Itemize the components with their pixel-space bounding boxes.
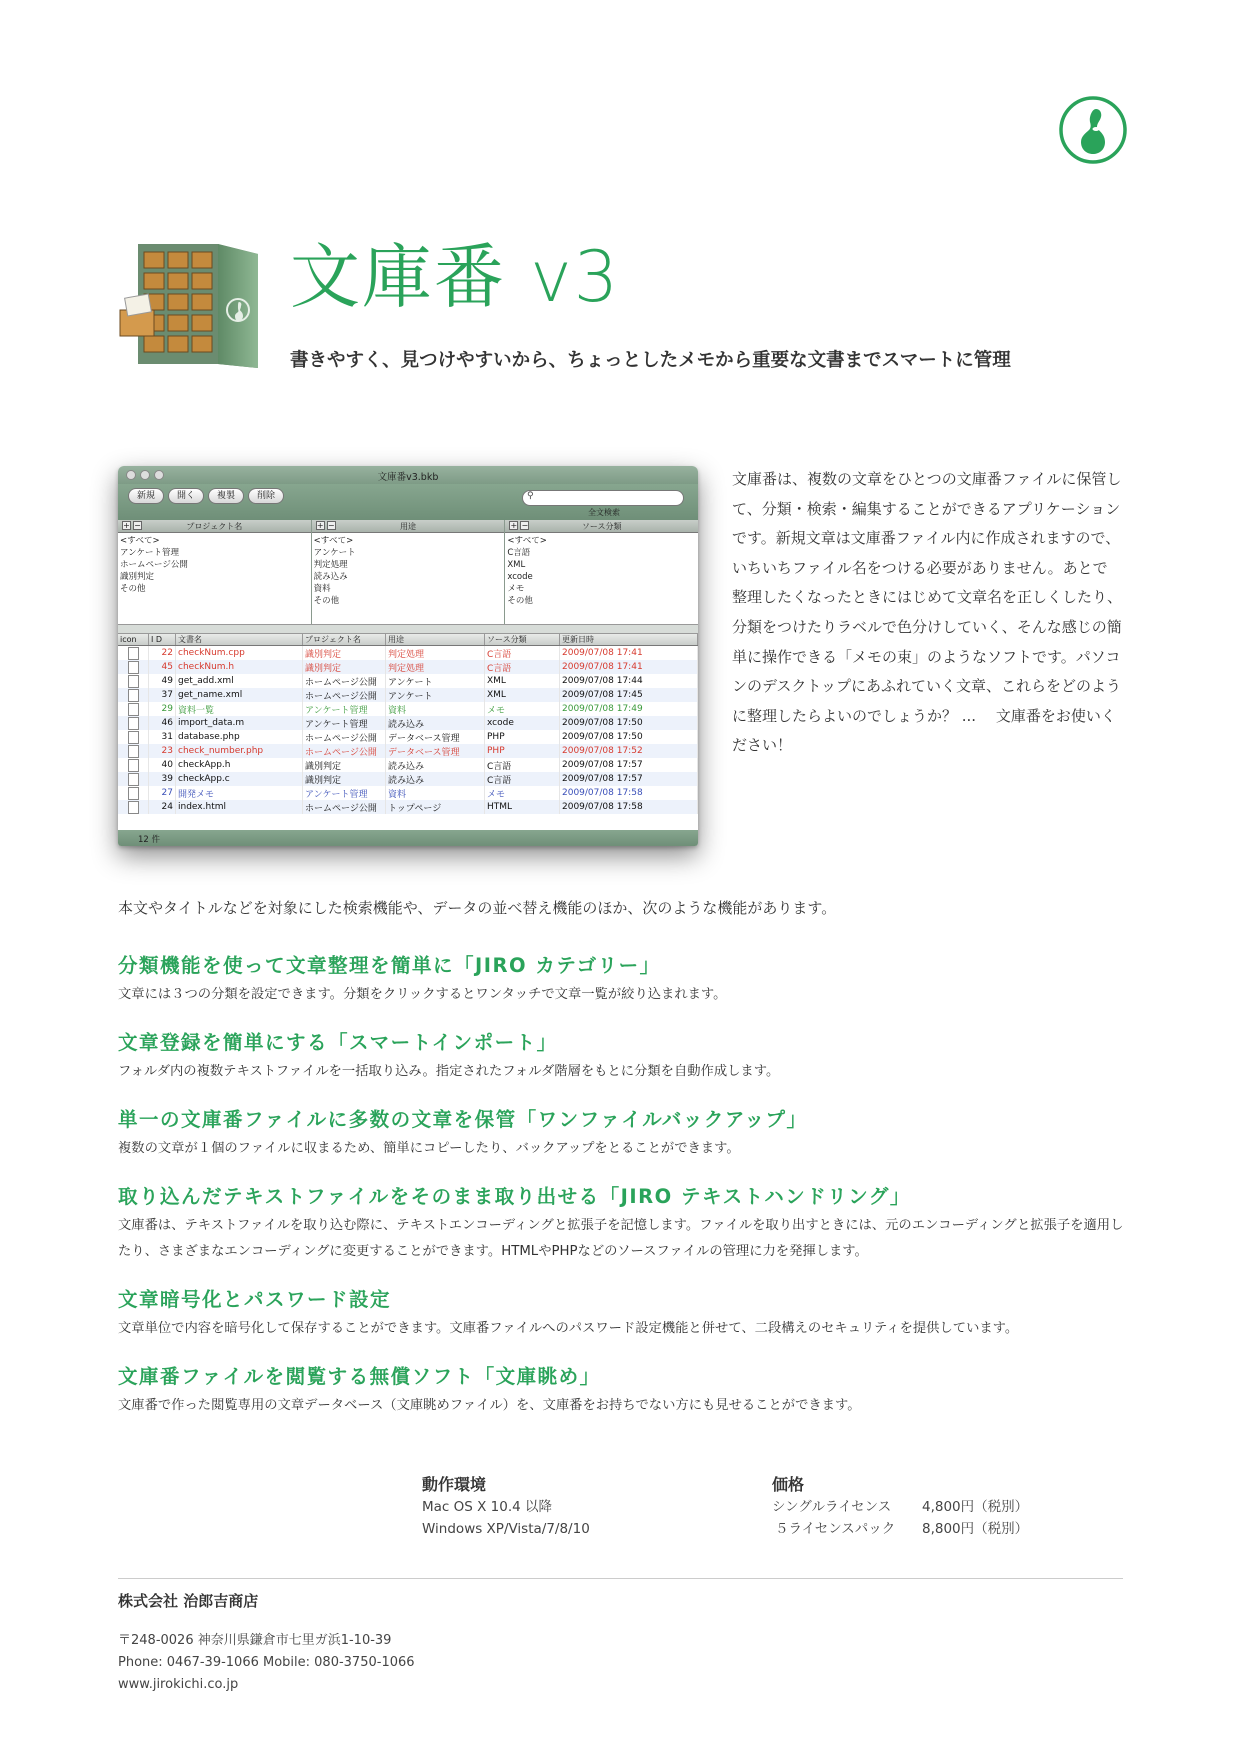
row-id: 46: [149, 716, 176, 730]
file-icon: [128, 773, 139, 786]
product-description: 文庫番は、複数の文章をひとつの文庫番ファイルに保管して、分類・検索・編集することができるアプリケーションです。新規文章は文庫番ファイル内に作成されますので、いちいちファイル名をつける必要がありません。あとで整理したくなったときにはじめて文章名を正しくしたり、分類をつけたりラベルで色分けしていく、そんな感じの簡単に操作できる「メモの束」のようなソフトです。パソコンのデスクトップにあふれていく文章、これらをどのように整理したらよいのでしょうか？ ... 文庫番をお使いください！: [732, 470, 1123, 755]
file-icon: [128, 703, 139, 716]
app-window-screenshot: [118, 466, 698, 846]
price-value: 8,800円（税別）: [922, 1521, 1029, 1537]
open-button[interactable]: 開く: [168, 488, 204, 504]
row-date: 2009/07/08 17:50: [560, 716, 698, 730]
row-id: 39: [149, 772, 176, 786]
row-date: 2009/07/08 17:52: [560, 744, 698, 758]
icon-cell: [118, 744, 149, 758]
table-row[interactable]: [118, 772, 698, 786]
row-usage: 資料: [386, 786, 485, 800]
row-source: XML: [485, 688, 560, 702]
row-id: 45: [149, 660, 176, 674]
window-titlebar: [118, 466, 698, 484]
row-id: 40: [149, 758, 176, 772]
search-input[interactable]: [522, 490, 684, 506]
feature-heading: 分類機能を使って文章整理を簡単に「JIRO カテゴリー」: [118, 954, 661, 977]
file-icon: [128, 675, 139, 688]
divider-line: [118, 1578, 1123, 1579]
row-name: checkApp.h: [176, 758, 303, 772]
row-source: メモ: [485, 786, 560, 800]
remove-icon[interactable]: −: [134, 521, 141, 530]
icon-cell: [118, 730, 149, 744]
feature-body: 文庫番は、テキストファイルを取り込む際に、テキストエンコーディングと拡張子を記憶します。ファイルを取り出すときには、元のエンコーディングと拡張子を適用したり、さまざまなエンコーディングに変更することができます。HTMLやPHPなどのソースファイルの管理に力を発揮します。: [118, 1218, 1124, 1259]
row-name: checkNum.h: [176, 660, 303, 674]
window-title: 文庫番v3.bkb: [377, 472, 439, 483]
row-id: 22: [149, 646, 176, 661]
feature-heading: 単一の文庫番ファイルに多数の文章を保管「ワンファイルバックアップ」: [118, 1108, 808, 1131]
category-pane-source: [505, 520, 698, 624]
row-id: 29: [149, 702, 176, 716]
icon-cell: [118, 800, 149, 814]
file-icon: [128, 717, 139, 730]
icon-cell: [118, 786, 149, 800]
row-id: 27: [149, 786, 176, 800]
row-usage: 判定処理: [386, 660, 485, 674]
row-date: 2009/07/08 17:44: [560, 674, 698, 688]
row-usage: 判定処理: [386, 646, 485, 661]
row-source: C言語: [485, 660, 560, 674]
row-date: 2009/07/08 17:41: [560, 660, 698, 674]
file-icon: [128, 759, 139, 772]
price-label: ５ライセンスパック: [775, 1521, 896, 1537]
category-item[interactable]: アンケート管理: [120, 548, 179, 558]
company-phone: Phone: 0467-39-1066 Mobile: 080-3750-1066: [118, 1655, 415, 1670]
table-row[interactable]: [118, 646, 698, 661]
column-header[interactable]: I D: [149, 634, 176, 646]
row-name: 資料一覧: [176, 702, 303, 716]
column-header[interactable]: icon: [118, 634, 149, 646]
icon-cell: [118, 758, 149, 772]
category-item[interactable]: アンケート: [313, 548, 356, 558]
file-icon: [128, 689, 139, 702]
category-item[interactable]: 資料: [313, 584, 331, 594]
row-project: ホームページ公開: [303, 688, 386, 702]
row-source: XML: [485, 674, 560, 688]
product-cabinet-image: [118, 240, 268, 375]
column-header[interactable]: 文書名: [176, 634, 303, 646]
icon-cell: [118, 688, 149, 702]
category-title: プロジェクト名: [186, 522, 243, 531]
row-project: 識別判定: [303, 772, 386, 786]
row-source: HTML: [485, 800, 560, 814]
status-bar: [118, 830, 698, 846]
product-title: 文庫番 v3: [290, 236, 621, 318]
icon-cell: [118, 702, 149, 716]
feature-body: 複数の文章が１個のファイルに収まるため、簡単にコピーしたり、バックアップをとることができます。: [118, 1141, 740, 1156]
category-item[interactable]: <すべて>: [313, 536, 354, 546]
row-usage: アンケート: [386, 688, 485, 702]
file-icon: [128, 661, 139, 674]
row-id: 37: [149, 688, 176, 702]
row-name: checkApp.c: [176, 772, 303, 786]
row-project: アンケート管理: [303, 702, 386, 716]
row-project: ホームページ公開: [303, 674, 386, 688]
table-row[interactable]: [118, 800, 698, 814]
table-row[interactable]: [118, 758, 698, 772]
category-item[interactable]: 判定処理: [313, 560, 348, 570]
document-count: 12 件: [138, 835, 161, 845]
row-name: get_add.xml: [176, 674, 303, 688]
row-project: アンケート管理: [303, 786, 386, 800]
row-date: 2009/07/08 17:41: [560, 646, 698, 661]
feature-body: フォルダ内の複数テキストファイルを一括取り込み。指定されたフォルダ階層をもとに分類を自動作成します。: [118, 1064, 780, 1079]
row-date: 2009/07/08 17:50: [560, 730, 698, 744]
row-name: get_name.xml: [176, 688, 303, 702]
category-item[interactable]: <すべて>: [120, 536, 160, 546]
document-rows: [118, 646, 698, 815]
category-item[interactable]: その他: [313, 596, 340, 606]
document-table: [118, 634, 698, 814]
product-subtitle: 書きやすく、見つけやすいから、ちょっとしたメモから重要な文書までスマートに管理: [290, 350, 1011, 371]
file-icon: [128, 801, 139, 814]
features-intro: 本文やタイトルなどを対象にした検索機能や、データの並べ替え機能のほか、次のような機能があります。: [118, 899, 837, 917]
column-header[interactable]: 用途: [386, 634, 485, 646]
category-item[interactable]: C言語: [507, 548, 531, 558]
row-source: PHP: [485, 744, 560, 758]
search-icon: ⚲: [527, 491, 534, 501]
row-source: PHP: [485, 730, 560, 744]
row-usage: 読み込み: [386, 716, 485, 730]
file-icon: [128, 647, 139, 660]
category-item[interactable]: その他: [120, 584, 146, 594]
remove-icon[interactable]: −: [521, 521, 529, 530]
table-row[interactable]: [118, 660, 698, 674]
row-name: check_number.php: [176, 744, 303, 758]
category-title: ソース分類: [581, 522, 622, 531]
row-source: C言語: [485, 758, 560, 772]
row-date: 2009/07/08 17:57: [560, 758, 698, 772]
feature-heading: 文章登録を簡単にする「スマートインポート」: [118, 1031, 558, 1054]
row-date: 2009/07/08 17:58: [560, 786, 698, 800]
category-panes: [118, 520, 698, 624]
file-icon: [128, 731, 139, 744]
add-icon[interactable]: +: [510, 521, 518, 530]
feature-body: 文章単位で内容を暗号化して保存することができます。文庫番ファイルへのパスワード設定機能と併せて、二段構えのセキュリティを提供しています。: [118, 1321, 1019, 1336]
row-usage: 読み込み: [386, 758, 485, 772]
table-row[interactable]: [118, 744, 698, 758]
gourd-logo-icon: [1058, 95, 1128, 165]
row-name: 開発メモ: [176, 786, 303, 800]
row-project: ホームページ公開: [303, 800, 386, 814]
icon-cell: [118, 674, 149, 688]
category-pane-project: [118, 520, 312, 624]
company-name: 株式会社 治郎吉商店: [118, 1592, 259, 1610]
file-icon: [128, 787, 139, 800]
env-line: Windows XP/Vista/7/8/10: [422, 1521, 590, 1537]
column-header[interactable]: プロジェクト名: [303, 634, 386, 646]
company-address: 〒248-0026 神奈川県鎌倉市七里ガ浜1-10-39: [118, 1633, 392, 1648]
table-row[interactable]: [118, 730, 698, 744]
category-item[interactable]: その他: [507, 596, 533, 606]
row-name: database.php: [176, 730, 303, 744]
category-item[interactable]: XML: [507, 560, 526, 570]
table-row[interactable]: [118, 786, 698, 800]
row-project: 識別判定: [303, 660, 386, 674]
price-heading: 価格: [772, 1475, 805, 1494]
pane-splitter[interactable]: [118, 624, 698, 634]
add-icon[interactable]: +: [123, 521, 130, 530]
feature-body: 文章には３つの分類を設定できます。分類をクリックするとワンタッチで文章一覧が絞り込まれます。: [118, 987, 727, 1002]
row-id: 49: [149, 674, 176, 688]
new-button[interactable]: 新規: [128, 488, 164, 504]
price-value: 4,800円（税別）: [922, 1499, 1029, 1515]
row-id: 24: [149, 800, 176, 814]
add-icon[interactable]: +: [316, 521, 324, 530]
price-label: シングルライセンス: [772, 1499, 892, 1515]
table-row[interactable]: [118, 688, 698, 702]
row-usage: データベース管理: [386, 730, 485, 744]
toolbar: [118, 484, 698, 520]
search-caption: 全文検索: [588, 508, 620, 517]
env-line: Mac OS X 10.4 以降: [422, 1499, 553, 1515]
feature-heading: 取り込んだテキストファイルをそのまま取り出せる「JIRO テキストハンドリング」: [118, 1185, 911, 1208]
category-item[interactable]: メモ: [507, 584, 525, 594]
row-usage: 読み込み: [386, 772, 485, 786]
row-project: 識別判定: [303, 646, 386, 661]
icon-cell: [118, 646, 149, 661]
row-name: import_data.m: [176, 716, 303, 730]
row-project: アンケート管理: [303, 716, 386, 730]
row-source: C言語: [485, 772, 560, 786]
row-date: 2009/07/08 17:45: [560, 688, 698, 702]
category-item[interactable]: <すべて>: [507, 536, 547, 546]
remove-icon[interactable]: −: [327, 521, 335, 530]
file-icon: [128, 745, 139, 758]
row-usage: トップページ: [386, 800, 485, 814]
table-row[interactable]: [118, 674, 698, 688]
category-item[interactable]: ホームページ公開: [120, 560, 188, 570]
row-date: 2009/07/08 17:58: [560, 800, 698, 814]
row-project: 識別判定: [303, 758, 386, 772]
icon-cell: [118, 716, 149, 730]
category-item[interactable]: 識別判定: [120, 572, 155, 582]
row-name: index.html: [176, 800, 303, 814]
category-item[interactable]: xcode: [507, 572, 533, 582]
category-pane-usage: [312, 520, 506, 624]
table-row[interactable]: [118, 702, 698, 716]
row-source: C言語: [485, 646, 560, 661]
icon-cell: [118, 772, 149, 786]
row-project: ホームページ公開: [303, 744, 386, 758]
category-item[interactable]: 読み込み: [313, 572, 348, 582]
env-heading: 動作環境: [422, 1475, 487, 1494]
row-source: メモ: [485, 702, 560, 716]
delete-button[interactable]: 削除: [248, 488, 284, 504]
category-title: 用途: [400, 522, 416, 531]
row-date: 2009/07/08 17:49: [560, 702, 698, 716]
feature-body: 文庫番で作った閲覧専用の文章データベース（文庫眺めファイル）を、文庫番をお持ちでない方にも見せることができます。: [118, 1398, 861, 1413]
icon-cell: [118, 660, 149, 674]
row-usage: データベース管理: [386, 744, 485, 758]
table-row[interactable]: [118, 716, 698, 730]
column-header[interactable]: 更新日時: [560, 634, 698, 646]
row-name: checkNum.cpp: [176, 646, 303, 661]
feature-heading: 文章暗号化とパスワード設定: [118, 1288, 392, 1311]
row-source: xcode: [485, 716, 560, 730]
feature-heading: 文庫番ファイルを閲覧する無償ソフト「文庫眺め」: [118, 1365, 601, 1388]
duplicate-button[interactable]: 複製: [208, 488, 244, 504]
row-id: 31: [149, 730, 176, 744]
company-url[interactable]: www.jirokichi.co.jp: [118, 1677, 239, 1692]
row-id: 23: [149, 744, 176, 758]
row-project: ホームページ公開: [303, 730, 386, 744]
row-usage: 資料: [386, 702, 485, 716]
row-usage: アンケート: [386, 674, 485, 688]
row-date: 2009/07/08 17:57: [560, 772, 698, 786]
column-header[interactable]: ソース分類: [485, 634, 560, 646]
